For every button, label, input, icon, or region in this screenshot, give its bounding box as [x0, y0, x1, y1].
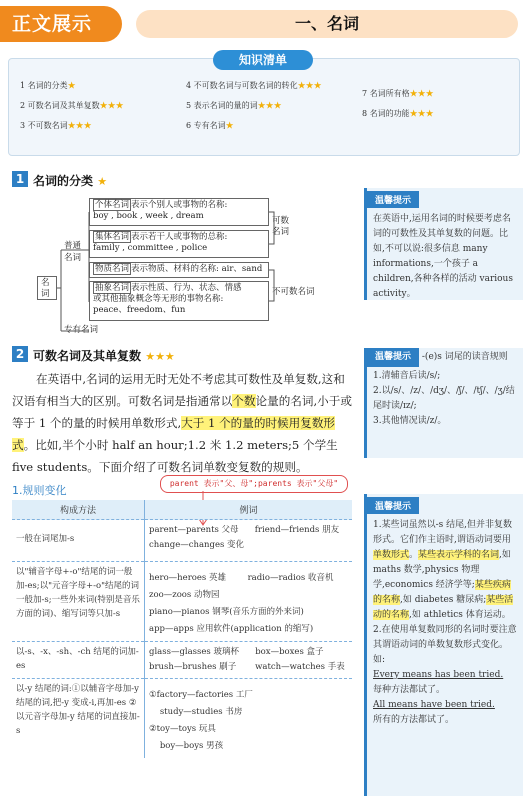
table-cell-method: 以-s、-x、-sh、-ch 结尾的词加-es [12, 642, 145, 679]
table-header: 构成方法 [12, 500, 145, 520]
knowledge-item: 4 不可数名词与可数名词的转化★★★ [186, 81, 322, 90]
knowledge-item: 7 名词所有格★★★ [362, 89, 434, 98]
table-row [12, 520, 352, 562]
section-number: 1 [12, 171, 28, 187]
chapter-title: 一、名词 [136, 10, 518, 38]
table-cell-examples: hero—heroes 英雄 radio—radios 收音机 zoo—zoos 动物园 piano—pianos 钢琴(音乐方面的外来词) app—apps 应用软件(application 的缩写) [145, 562, 353, 642]
table-cell-examples: glass—glasses 玻璃杯 box—boxes 盒子 brush—brushes 刷子 watch—watches 手表 [145, 642, 353, 679]
knowledge-item: 5 表示名词的量的词★★★ [186, 101, 282, 110]
knowledge-item: 6 专有名词★ [186, 121, 234, 130]
diagram-abstract-box: 抽象名词 表示性质、行为、状态、情感 或其他抽象概念等无形的事物名称: peace、freedom、fun [89, 281, 269, 321]
knowledge-item: 2 可数名词及其单复数★★★ [20, 101, 124, 110]
subsection-title: 1.规则变化 [12, 484, 67, 497]
tip-heading: 温馨提示 [367, 497, 419, 514]
tip-box-1 [364, 188, 523, 300]
diagram-uncountable: 不可数名词 [272, 287, 315, 297]
knowledge-item: 8 名词的功能★★★ [362, 109, 434, 118]
table-cell-method: 以"辅音字母+-o"结尾的词一般加-es;以"元音字母+-o"结尾的词一般加-s;一些外来词(特别是音乐方面的词)、缩写词等只加-s [12, 562, 145, 642]
table-row [12, 562, 352, 642]
annotation-note: parent 表示"父、母";parents 表示"父母" [160, 475, 348, 493]
table-cell-method: 以-y 结尾的词:①以辅音字母加-y 结尾的词,把-y 变成-i,再加-es ②以元音字母加-y 结尾的词直接加-s [12, 679, 145, 759]
table-cell-examples: ①factory—factories 工厂 study—studies 书房 ②toy—toys 玩具 boy—boys 男孩 [149, 690, 253, 751]
tip-text: 在英语中,运用名词的时候要考虑名词的可数性及其单复数的问题。比如,不可以说:很多信息 many informations,一个孩子 a children,各种各样的活动 various activity。 [373, 214, 513, 299]
knowledge-item: 1 名词的分类★ [20, 81, 76, 90]
tip-box-2 [364, 348, 523, 458]
section-number: 2 [12, 346, 28, 362]
knowledge-list-title: 知识清单 [213, 50, 313, 70]
table-row [12, 642, 352, 679]
section-title: 名词的分类 ★ [33, 174, 108, 188]
table-cell-examples: parent—parents 父母 friend—friends 朋友 change—changes 变化 [145, 520, 353, 562]
knowledge-item: 3 不可数名词★★★ [20, 121, 92, 130]
diagram-collective-box: 集体名词 表示若干人或事物的总称: family , committee , police [89, 230, 269, 258]
tip-subheading: -(e)s 词尾的读音规则 [421, 352, 508, 362]
diagram-countable: 可数名词 [272, 216, 290, 237]
body-paragraph: 在英语中,名词的运用无时无处不考虑其可数性及单复数,这和汉语有相当大的区别。可数名词是指通常以个数论量的名词,小于或等于 1 个的量的时候用单数形式,大于 1 个的量的时候用复数形式。比如,半个小时 half an hour;1.2 米 1.2 meters;5 个学生 five students。下面介绍了可数名词单数变复数的规则。 [12, 372, 352, 474]
tip-text: 1.清辅音后读/s/; 2.以/s/、/z/、/dʒ/、/ʃ/、/tʃ/、/ʒ/结尾时读/ɪz/; 3.其他情况读/z/。 [373, 371, 515, 426]
tip-text: 1.某些词虽然以-s 结尾,但并非复数形式。它们作主语时,谓语动词要用单数形式。某些表示学科的名词,如 maths 数学,physics 物理学,economics 经济学等;某些疾病的名称,如 diabetes 糖尿病;某些活动的名称,如 athletics 体育运动。 2.在使用单复数同形的名词时要注意其谓语动词的单数复数形式变化。如: Every means has been tried. 每种方法都试了。 All means have been tried. 所有的方法都试了。 [373, 520, 517, 725]
diagram-material-box: 物质名词 表示物质、材料的名称: air、sand [89, 262, 269, 278]
tip-heading: 温馨提示 [367, 348, 419, 367]
rules-table [12, 500, 352, 758]
table-row [12, 679, 352, 759]
diagram-connectors [30, 194, 280, 336]
table-cell-method: 一般在词尾加-s [12, 520, 145, 562]
tip-box-3 [364, 494, 523, 796]
section-title: 可数名词及其单复数 ★★★ [33, 349, 175, 363]
diagram-root: 名词 [37, 276, 57, 300]
diagram-proper-noun: 专有名词 [61, 324, 107, 337]
diagram-common-noun: 普通名词 [61, 239, 89, 265]
tip-heading: 温馨提示 [367, 191, 419, 208]
table-header: 例词 [145, 500, 353, 520]
section-tab: 正文展示 [0, 6, 122, 42]
diagram-individual-box: 个体名词 表示个别人或事物的名称: boy , book , week , dream [89, 198, 269, 226]
